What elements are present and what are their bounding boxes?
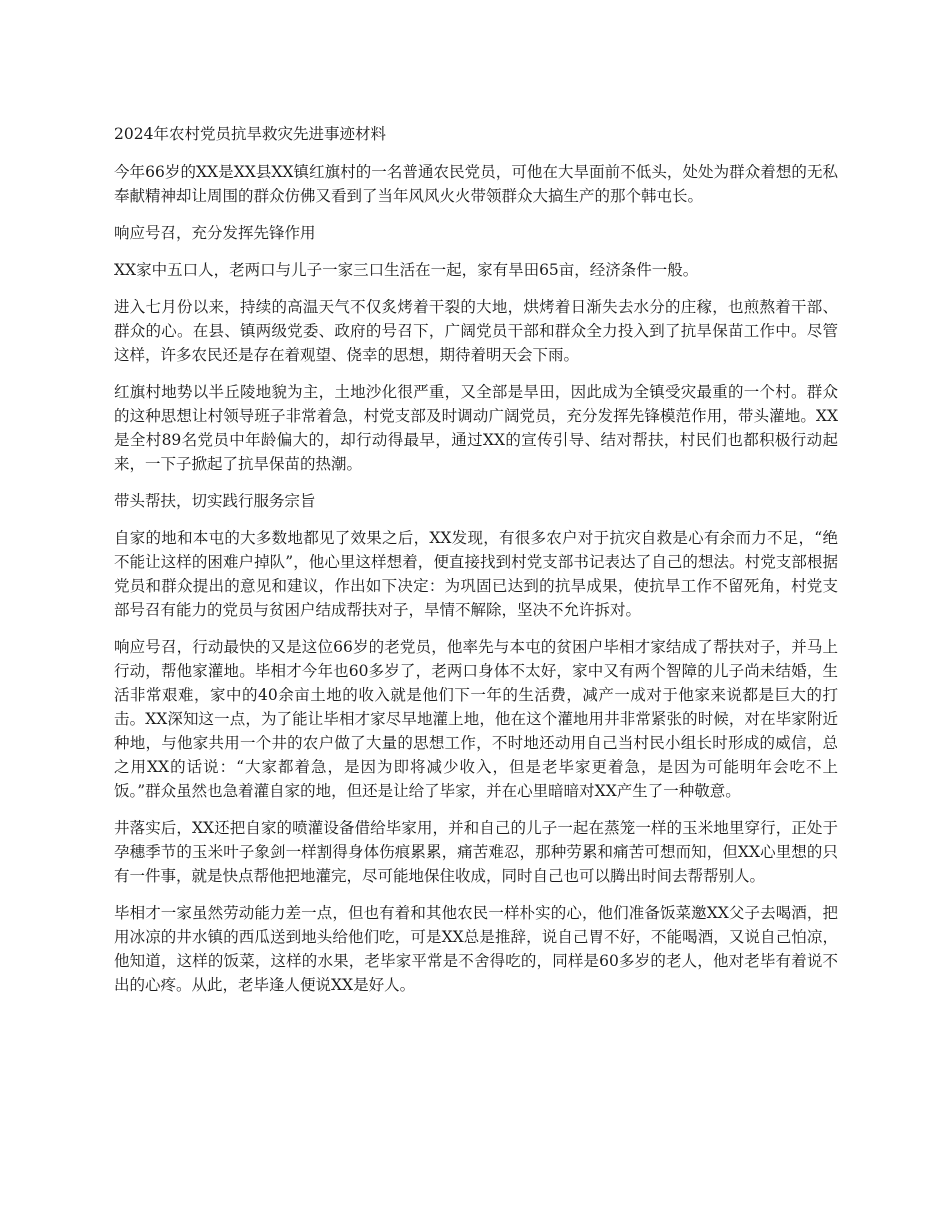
section-heading-2: 带头帮扶，切实践行服务宗旨 xyxy=(114,492,316,510)
paragraph: 红旗村地势以半丘陵地貌为主，土地沙化很严重，又全部是旱田，因此成为全镇受灾最重的一个村。群众的这种思想让村领导班子非常着急，村党支部及时调动广阔党员，充分发挥先锋模范作用，带头灌地。XX是全村89名党员中年龄偏大的，却行动得最早，通过XX的宣传引导、结对帮扶，村民们也都积极行动起来，一下子掀起了抗旱保苗的热潮。 xyxy=(114,383,838,473)
paragraph: 毕相才一家虽然劳动能力差一点，但也有着和其他农民一样朴实的心，他们准备饭菜邀XX父子去喝酒，把用冰凉的井水镇的西瓜送到地头给他们吃，可是XX总是推辞，说自己胃不好，不能喝酒，又说自己怕凉，他知道，这样的饭菜，这样的水果，老毕家平常是不舍得吃的，同样是60多岁的老人，他对老毕有着说不出的心疼。从此，老毕逢人便说XX是好人。 xyxy=(114,904,838,994)
paragraph-intro: 今年66岁的XX是XX县XX镇红旗村的一名普通农民党员，可他在大旱面前不低头，处处为群众着想的无私奉献精神却让周围的群众仿佛又看到了当年风风火火带领群众大搞生产的那个韩屯长。 xyxy=(114,163,838,205)
paragraph: 井落实后，XX还把自家的喷灌设备借给毕家用，并和自己的儿子一起在蒸笼一样的玉米地里穿行，正处于孕穗季节的玉米叶子象剑一样割得身体伤痕累累，痛苦难忍，那种劳累和痛苦可想而知，但XX心里想的只有一件事，就是快点帮他把地灌完，尽可能地保住收成，同时自己也可以腾出时间去帮帮别人。 xyxy=(114,819,838,885)
document-title: 2024年农村党员抗旱救灾先进事迹材料 xyxy=(114,125,386,143)
paragraph: 响应号召，行动最快的又是这位66岁的老党员，他率先与本屯的贫困户毕相才家结成了帮扶对子，并马上行动，帮他家灌地。毕相才今年也60多岁了，老两口身体不太好，家中又有两个智障的儿子尚未结婚，生活非常艰难，家中的40余亩土地的收入就是他们下一年的生活费，减产一成对于他家来说都是巨大的打击。XX深知这一点，为了能让毕相才家尽早地灌上地，他在这个灌地用井非常紧张的时候，对在毕家附近种地，与他家共用一个井的农户做了大量的思想工作，不时地还动用自己当村民小组长时形成的威信，总之用XX的话说：“大家都着急，是因为即将减少收入，但是老毕家更着急，是因为可能明年会吃不上饭。”群众虽然也急着灌自家的地，但还是让给了毕家，并在心里暗暗对XX产生了一种敬意。 xyxy=(114,638,838,800)
document-body xyxy=(114,122,838,1010)
paragraph: XX家中五口人，老两口与儿子一家三口生活在一起，家有旱田65亩，经济条件一般。 xyxy=(114,261,699,279)
paragraph: 进入七月份以来，持续的高温天气不仅炙烤着干裂的大地，烘烤着日渐失去水分的庄稼，也煎熬着干部、群众的心。在县、镇两级党委、政府的号召下，广阔党员干部和群众全力投入到了抗旱保苗工作中。尽管这样，许多农民还是存在着观望、侥幸的思想，期待着明天会下雨。 xyxy=(114,298,838,364)
paragraph: 自家的地和本屯的大多数地都见了效果之后，XX发现，有很多农户对于抗灾自救是心有余而力不足，“绝不能让这样的困难户掉队”，他心里这样想着，便直接找到村党支部书记表达了自己的想法。村党支部根据党员和群众提出的意见和建议，作出如下决定：为巩固已达到的抗旱成果，使抗旱工作不留死角，村党支部号召有能力的党员与贫困户结成帮扶对子，旱情不解除，坚决不允许拆对。 xyxy=(114,529,838,619)
section-heading-1: 响应号召，充分发挥先锋作用 xyxy=(114,224,316,242)
